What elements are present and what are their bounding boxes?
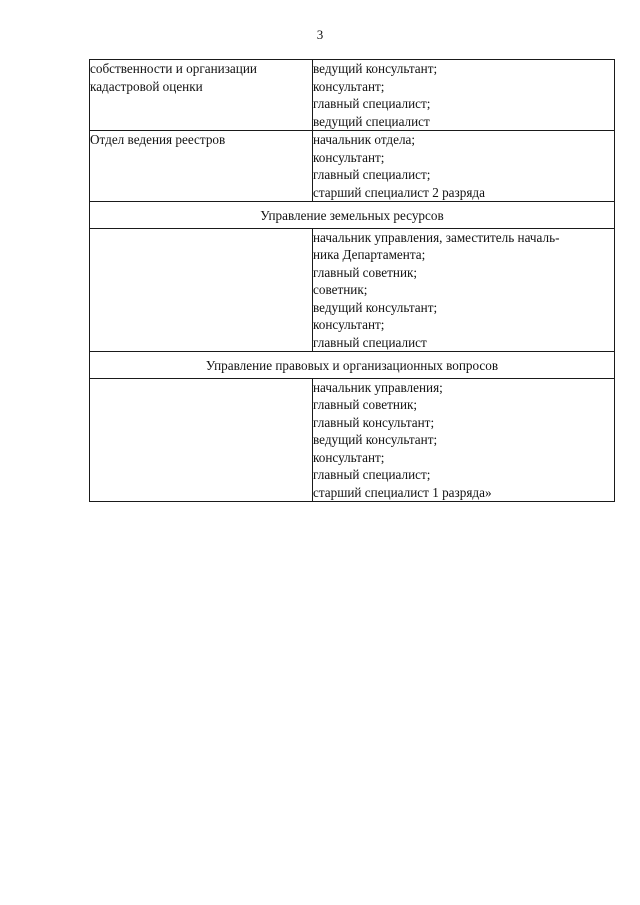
position-line: консультант; xyxy=(313,78,385,94)
table-row xyxy=(90,378,615,502)
position-line: начальник отдела; xyxy=(313,132,416,147)
position-line: начальник управления; xyxy=(313,379,443,395)
department-line: Отдел ведения реестров xyxy=(90,132,226,147)
department-line: собственности и организации xyxy=(90,61,257,76)
position-line: ведущий консультант; xyxy=(313,432,438,447)
position-line: главный специалист; xyxy=(313,167,431,182)
position-line: старший специалист 2 разряда xyxy=(313,184,485,200)
position-line: ника Департамента; xyxy=(313,247,426,262)
department-cell xyxy=(90,60,313,131)
position-line: ведущий консультант; xyxy=(313,299,438,315)
position-line: главный специалист xyxy=(313,334,427,350)
position-line: ведущий специалист xyxy=(313,113,430,129)
department-cell xyxy=(90,228,313,352)
position-line: консультант; xyxy=(313,449,385,465)
section-title: Управление земельных ресурсов xyxy=(90,202,615,229)
department-line: кадастровой оценки xyxy=(90,78,203,94)
positions-cell xyxy=(313,60,615,131)
position-line: главный советник; xyxy=(313,264,418,280)
page-number: 3 xyxy=(316,27,324,42)
department-cell xyxy=(90,131,313,202)
position-line: начальник управления, заместитель началь- xyxy=(313,229,560,245)
table-row xyxy=(90,60,615,131)
position-line: главный специалист; xyxy=(313,96,431,111)
position-line: консультант; xyxy=(313,149,385,165)
position-line: главный специалист; xyxy=(313,467,431,482)
table-row xyxy=(90,228,615,352)
staff-table xyxy=(89,59,615,502)
section-header-row xyxy=(90,202,615,229)
position-line: старший специалист 1 разряда» xyxy=(313,484,492,500)
section-header-row xyxy=(90,352,615,379)
position-line: ведущий консультант; xyxy=(313,61,438,76)
position-line: главный консультант; xyxy=(313,414,435,430)
positions-cell xyxy=(313,378,615,502)
department-cell xyxy=(90,378,313,502)
position-line: главный советник; xyxy=(313,397,418,412)
positions-cell xyxy=(313,131,615,202)
position-line: советник; xyxy=(313,282,368,297)
staff-table-body xyxy=(90,60,615,502)
position-line: консультант; xyxy=(313,317,385,332)
section-title: Управление правовых и организационных вопросов xyxy=(90,352,615,379)
table-row xyxy=(90,131,615,202)
positions-cell xyxy=(313,228,615,352)
